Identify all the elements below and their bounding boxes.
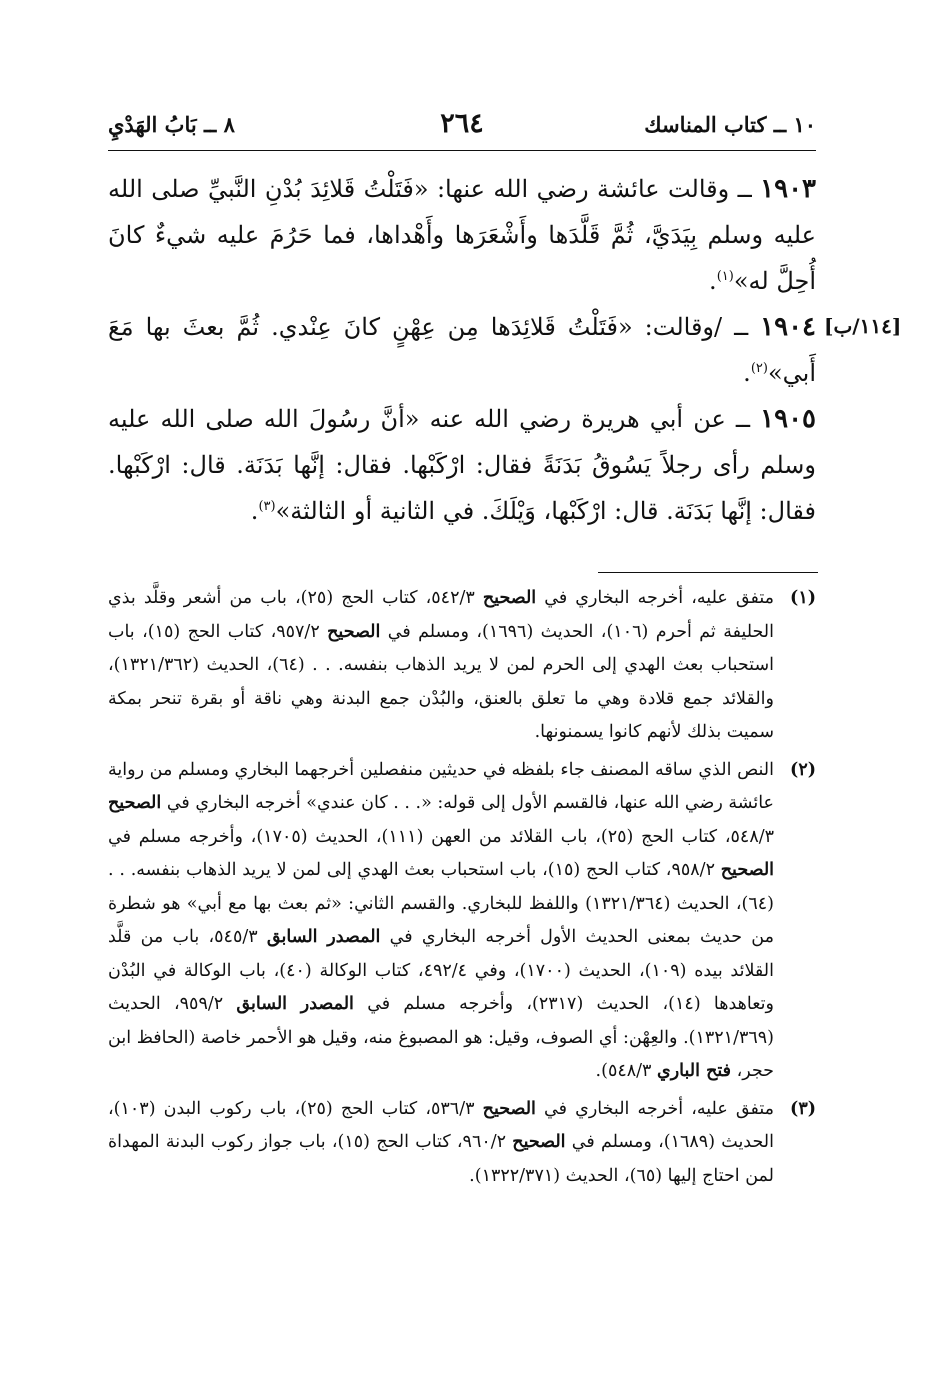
footnote-number: (١) (790, 588, 816, 608)
footnote-text: متفق عليه، أخرجه البخاري في (536, 588, 774, 608)
footnote-text: ٥٤٢/٣، كتاب الحج (٢٥)، باب من أشعر وقلَّد بذي الحليفة ثم أحرم (١٠٦)، الحديث (١٦٩٦)، ومسلم في (108, 588, 774, 642)
footnote-source-title: الصحيح (482, 588, 537, 608)
footnote-divider (598, 572, 818, 573)
footnote-text: متفق عليه، أخرجه البخاري في (535, 1098, 775, 1119)
footnote-text: ٥٤٥/٣، باب من قلَّد القلائد بيده (١٠٩)، الحديث (١٧٠٠)، وفي ٤٩٢/٤، كتاب الوكالة (٤٠)، باب الوكالة في البُدْن وتعاهدها (١٤)، الحديث (٢٣١٧)، وأخرجه مسلم في (108, 927, 774, 1014)
footnote-item (108, 582, 816, 750)
footnote-ref[interactable]: (١) (716, 269, 734, 284)
hadith-1904 (108, 304, 816, 396)
manuscript-folio-marker: [١١٤/ب] (824, 314, 902, 338)
header-divider (108, 150, 816, 151)
hadith-number: ١٩٠٥ (760, 404, 816, 434)
footnote-source-title: الصحيح (512, 1132, 566, 1152)
hadith-text: ــ وقالت عائشة رضي الله عنها: «فَتَلْتُ قَلائِدَ بُدْنِ النَّبيِّ صلى الله عليه وسلم بِيَدَيَّ، ثُمَّ قَلَّدَها وأَشْعَرَها وأَهْداها، فما حَرُمَ عليه شيءٌ كانَ أُحِلَّ له» (108, 175, 816, 295)
footnote-source-title: المصدر السابق (236, 994, 354, 1014)
hadith-end: . (250, 497, 259, 525)
hadith-text: ــ /وقالت: «فَتَلْتُ قَلائِدَها مِن عِهْنٍ كانَ عِنْدي. ثُمَّ بعثَ بها مَعَ أَبي» (108, 313, 816, 387)
running-header (108, 108, 816, 152)
footnote-text: ٩٥٩/٢، الحديث (١٣٢١/٣٦٩). والعِهْن: أي الصوف، وقيل: هو المصبوغ منه، وقيل هو الأحمر خاصة (الحافظ ابن حجر، (108, 994, 774, 1081)
footnote-source-title: الصحيح (482, 1098, 536, 1119)
hadith-text: ــ عن أبي هريرة رضي الله عنه «أنَّ رسُولَ الله صلى الله عليه وسلم رأى رجلاً يَسُوقُ بَدَنَةً فقال: ارْكَبْها. فقال: إنَّها بَدَنَة. قال: ارْكَبْها. فقال: إنَّها بَدَنَة. قال: ارْكَبْها، وَيْلَكَ. في الثانية أو الثالثة» (108, 405, 817, 525)
footnote-text: ٥٣٦/٣، كتاب الحج (٢٥)، باب ركوب البدن (١٠٣)، الحديث (١٦٨٩)، ومسلم في (108, 1098, 774, 1152)
footnote-text: ٥٤٨/٣). (595, 1061, 658, 1081)
footnote-number: (٣) (790, 1098, 816, 1119)
footnote-source-title: فتح الباري (657, 1061, 732, 1081)
hadith-body (108, 166, 816, 534)
footnote-text: ٥٤٨/٣، كتاب الحج (٢٥)، باب القلائد من العهن (١١١)، الحديث (١٧٠٥)، وأخرجه مسلم في (108, 826, 775, 847)
footnote-text: ٩٥٧/٢، كتاب الحج (١٥)، باب استحباب بعث الهدي إلى الحرم لمن لا يريد الذهاب بنفسه. . . (٦٤)، الحديث (١٣٢١/٣٦٢)، والقلائد جمع قلادة وهي ما تعلق بالعنق، والبُدْن جمع البدنة وهي ناقة أو بقرة تنحر بمكة سميت بذلك لأنهم كانوا يسمنونها. (108, 621, 775, 742)
footnote-ref[interactable]: (٣) (258, 499, 276, 514)
footnote-source-title: الصحيح (327, 621, 381, 642)
footnote-item (108, 754, 816, 1089)
page-number: ٢٦٤ (440, 108, 484, 139)
footnote-text: النص الذي ساقه المصنف جاء بلفظه في حديثين منفصلين أخرجهما البخاري ومسلم من رواية عائشة رضي الله عنها، فالقسم الأول إلى قوله: «. . . كان عندي» أخرجه البخاري في (108, 759, 774, 813)
footnote-source-title: الصحيح (720, 860, 775, 880)
footnote-text: ٩٥٨/٢، كتاب الحج (١٥)، باب استحباب بعث الهدي إلى لمن لا يريد الذهاب بنفسه. . . (٦٤)، الحديث (١٣٢١/٣٦٤) واللفظ للبخاري. والقسم الثاني: «ثم بعث بها مع أبي» هو شطرة من حديث بمعنى الحديث الأول أخرجه البخاري في (108, 860, 774, 947)
hadith-1903 (108, 166, 816, 304)
hadith-number: ١٩٠٤ (760, 312, 816, 342)
section-title: ٨ ــ بَابُ الهَدْيِ (108, 112, 235, 137)
hadith-end: . (743, 359, 751, 387)
footnote-number: (٢) (790, 759, 816, 780)
footnote-item (108, 1093, 816, 1194)
footnote-text: ٩٦٠/٢، كتاب الحج (١٥)، باب جواز ركوب البدنة المهداة لمن احتاج إليها (٦٥)، الحديث (١٣٢٢/٣٧١). (108, 1132, 774, 1186)
chapter-title: ١٠ ــ كتاب المناسك (644, 112, 816, 137)
footnote-ref[interactable]: (٢) (750, 361, 768, 376)
hadith-end: . (709, 267, 717, 295)
footnotes (108, 582, 816, 1197)
hadith-number: ١٩٠٣ (760, 174, 816, 204)
footnote-source-title: الصحيح (108, 793, 162, 813)
hadith-1905 (108, 396, 816, 534)
footnote-source-title: المصدر السابق (266, 927, 381, 947)
